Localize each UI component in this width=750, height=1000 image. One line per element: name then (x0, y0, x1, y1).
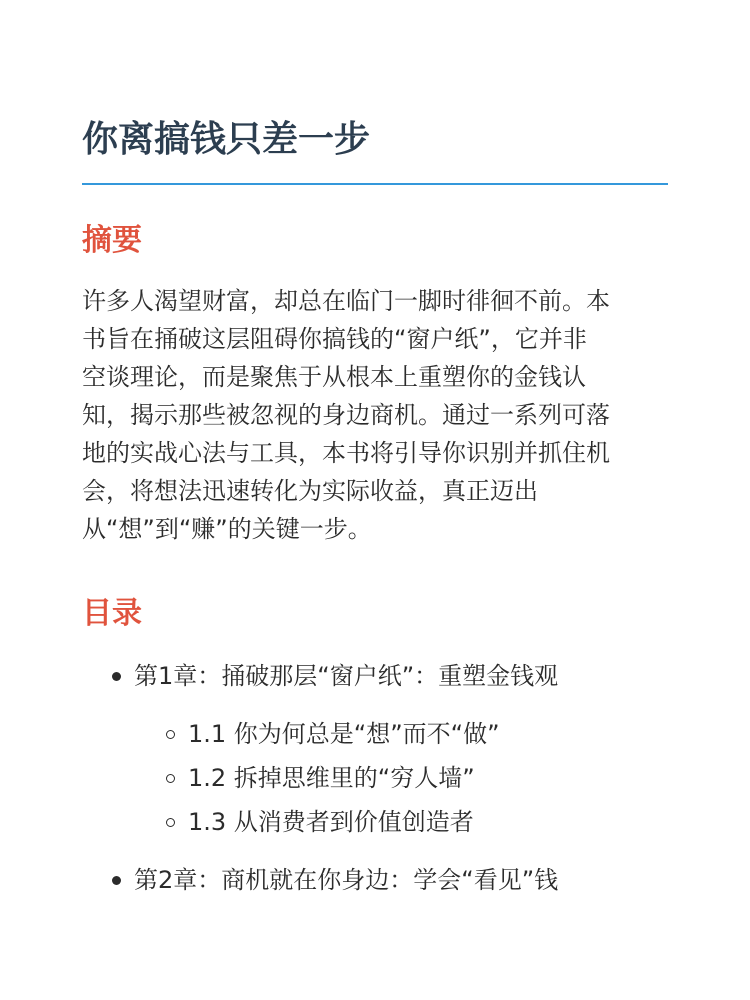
toc-section-1-2: 1.2 拆掉思维里的“穷人墙” (188, 764, 475, 792)
summary-line: 会，将想法迅速转化为实际收益，真正迈出 (82, 477, 538, 505)
toc-heading: 目录 (82, 596, 142, 631)
toc-chapter-1: 第1章：捅破那层“窗户纸”：重塑金钱观 (134, 662, 559, 690)
toc-section-1-1: 1.1 你为何总是“想”而不“做” (188, 720, 500, 748)
toc-chapter-2: 第2章：商机就在你身边：学会“看见”钱 (134, 866, 559, 894)
summary-line: 从“想”到“赚”的关键一步。 (82, 515, 372, 543)
bullet-disc-icon (112, 876, 121, 885)
summary-line: 许多人渴望财富，却总在临门一脚时徘徊不前。本 (82, 287, 610, 315)
summary-line: 知，揭示那些被忽视的身边商机。通过一系列可落 (82, 401, 610, 429)
bullet-circle-icon (166, 774, 175, 783)
summary-line: 空谈理论，而是聚焦于从根本上重塑你的金钱认 (82, 363, 586, 391)
page-title: 你离搞钱只差一步 (82, 119, 371, 160)
toc-section-1-3: 1.3 从消费者到价值创造者 (188, 808, 474, 836)
bullet-circle-icon (166, 730, 175, 739)
summary-line: 地的实战心法与工具，本书将引导你识别并抓住机 (82, 439, 610, 467)
bullet-disc-icon (112, 672, 121, 681)
summary-heading: 摘要 (82, 223, 142, 258)
bullet-circle-icon (166, 818, 175, 827)
table-of-contents (82, 0, 668, 1000)
summary-line: 书旨在捅破这层阻碍你搞钱的“窗户纸”，它并非 (82, 325, 587, 353)
